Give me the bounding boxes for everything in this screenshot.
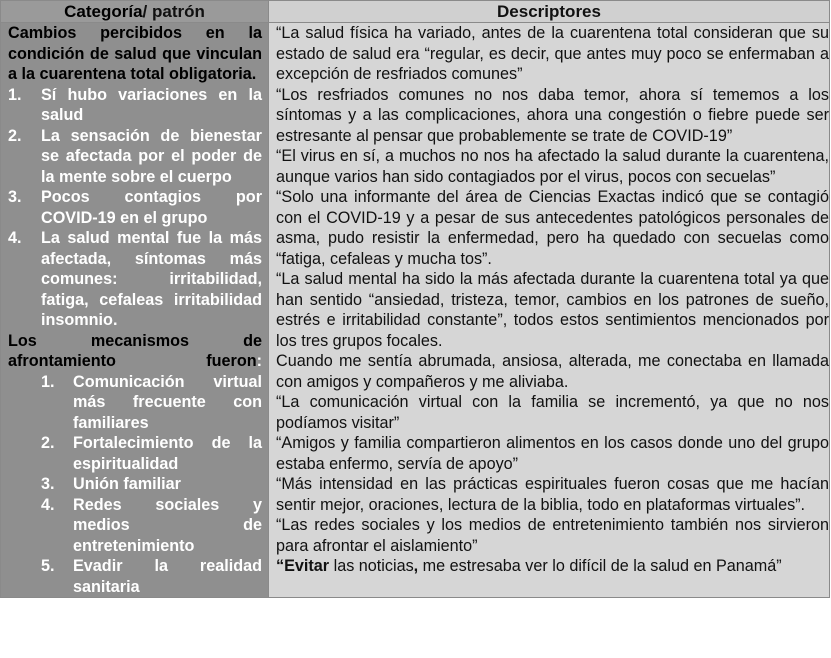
list-item-text: Fortalecimiento de la espiritualidad bbox=[73, 434, 262, 473]
list-item bbox=[8, 126, 262, 188]
list-item-number: 5. bbox=[41, 557, 55, 575]
quote: “El virus en sí, a muchos no nos ha afectado la salud durante la cuarentena, aunque varios han sido contagiados por el virus, pocos con secuelas” bbox=[276, 147, 829, 186]
list-item-number: 3. bbox=[8, 188, 22, 206]
quote: “Solo una informante del área de Ciencias Exactas indicó que se contagió con el COVID-19 y a pesar de sus antecedentes patológicos personales de asma, pudo resistir la enfermedad, pero ha quedado con secuelas como “fatiga, cefaleas y mucha tos”. bbox=[276, 188, 829, 268]
list-item-text: Pocos contagios por COVID-19 en el grupo bbox=[41, 188, 262, 227]
list-item-number: 2. bbox=[8, 126, 22, 145]
quote: Cuando me sentía abrumada, ansiosa, alterada, me conectaba en llamada con amigos y compañeros y me aliviaba. bbox=[276, 352, 829, 391]
list-item-number: 2. bbox=[41, 434, 55, 452]
section1-title: Cambios percibidos en la condición de salud que vinculan a la cuarentena total obligatoria. bbox=[8, 24, 262, 83]
list-item-text: Unión familiar bbox=[73, 475, 181, 493]
quote-last-mid: las noticias bbox=[329, 557, 414, 575]
list-item-text: Sí hubo variaciones en la salud bbox=[41, 85, 262, 124]
quote-last-rest: me estresaba ver lo difícil de la salud en Panamá” bbox=[418, 557, 782, 575]
quote: “La comunicación virtual con la familia se incrementó, ya que no nos podíamos visitar” bbox=[276, 393, 829, 432]
section2-title bbox=[8, 331, 262, 372]
header-row bbox=[1, 1, 830, 23]
section2-list bbox=[8, 372, 262, 598]
list-item bbox=[8, 372, 262, 434]
section1-list bbox=[8, 85, 262, 331]
section2-colon: : bbox=[256, 352, 262, 370]
quote: “Amigos y familia compartieron alimentos en los casos donde uno del grupo estaba enfermo, servía de apoyo” bbox=[276, 434, 829, 473]
list-item-number: 1. bbox=[41, 372, 55, 391]
list-item-number: 4. bbox=[8, 229, 22, 247]
quote: “Las redes sociales y los medios de entretenimiento también nos sirvieron para afrontar el aislamiento” bbox=[276, 516, 829, 555]
header-category-label: Categoría bbox=[64, 2, 143, 21]
body-row bbox=[1, 23, 830, 598]
list-item-text: Redes sociales y medios de entretenimiento bbox=[73, 495, 262, 555]
quote-last bbox=[276, 556, 829, 577]
header-descriptors: Descriptores bbox=[269, 1, 830, 23]
list-item-number: 3. bbox=[41, 475, 55, 493]
list-item-number: 1. bbox=[8, 85, 22, 104]
quotes-list bbox=[276, 23, 829, 556]
list-item-number: 4. bbox=[41, 495, 55, 514]
quote-last-bold-a: “Evitar bbox=[276, 557, 330, 575]
header-pattern-label: / patrón bbox=[142, 2, 205, 21]
quote-last-bold-b: , bbox=[413, 557, 419, 575]
list-item bbox=[8, 433, 262, 474]
list-item-text: Comunicación virtual más frecuente con familiares bbox=[73, 372, 262, 432]
list-item-text: La sensación de bienestar se afectada por el poder de la mente sobre el cuerpo bbox=[41, 126, 262, 186]
section2-title-text: Los mecanismos de afrontamiento fueron bbox=[8, 331, 262, 370]
list-item bbox=[8, 228, 262, 331]
header-category bbox=[1, 1, 269, 23]
list-item-text: Evadir la realidad sanitaria bbox=[73, 557, 262, 596]
list-item bbox=[8, 474, 262, 495]
list-item-text: La salud mental fue la más afectada, síntomas más comunes: irritabilidad, fatiga, cefaleas irritabilidad insomnio. bbox=[41, 229, 262, 329]
quote: “Más intensidad en las prácticas espirituales fueron cosas que me hacían sentir mejor, oraciones, lectura de la biblia, todo en plataformas virtuales”. bbox=[276, 475, 829, 514]
descriptors-column bbox=[269, 23, 830, 598]
list-item bbox=[8, 495, 262, 557]
list-item bbox=[8, 556, 262, 597]
quote: “Los resfriados comunes no nos daba temor, ahora sí tememos a los síntomas y a las complicaciones, ahora una congestión o fiebre puede ser estresante al pensar que probablemente se trate de COVID-19” bbox=[276, 85, 829, 145]
quote: “La salud física ha variado, antes de la cuarentena total consideran que su estado de salud era “regular, es decir, que antes muy poco se enfermaban a excepción de resfriados comunes” bbox=[276, 24, 829, 83]
quote: “La salud mental ha sido la más afectada durante la cuarentena total ya que han sentido “ansiedad, tristeza, temor, cambios en los patrones de sueño, estrés e irritabilidad constante”, todos estos sentimientos mencionados por los tres grupos focales. bbox=[276, 270, 829, 350]
list-item bbox=[8, 187, 262, 228]
list-item bbox=[8, 85, 262, 126]
category-column bbox=[1, 23, 269, 598]
